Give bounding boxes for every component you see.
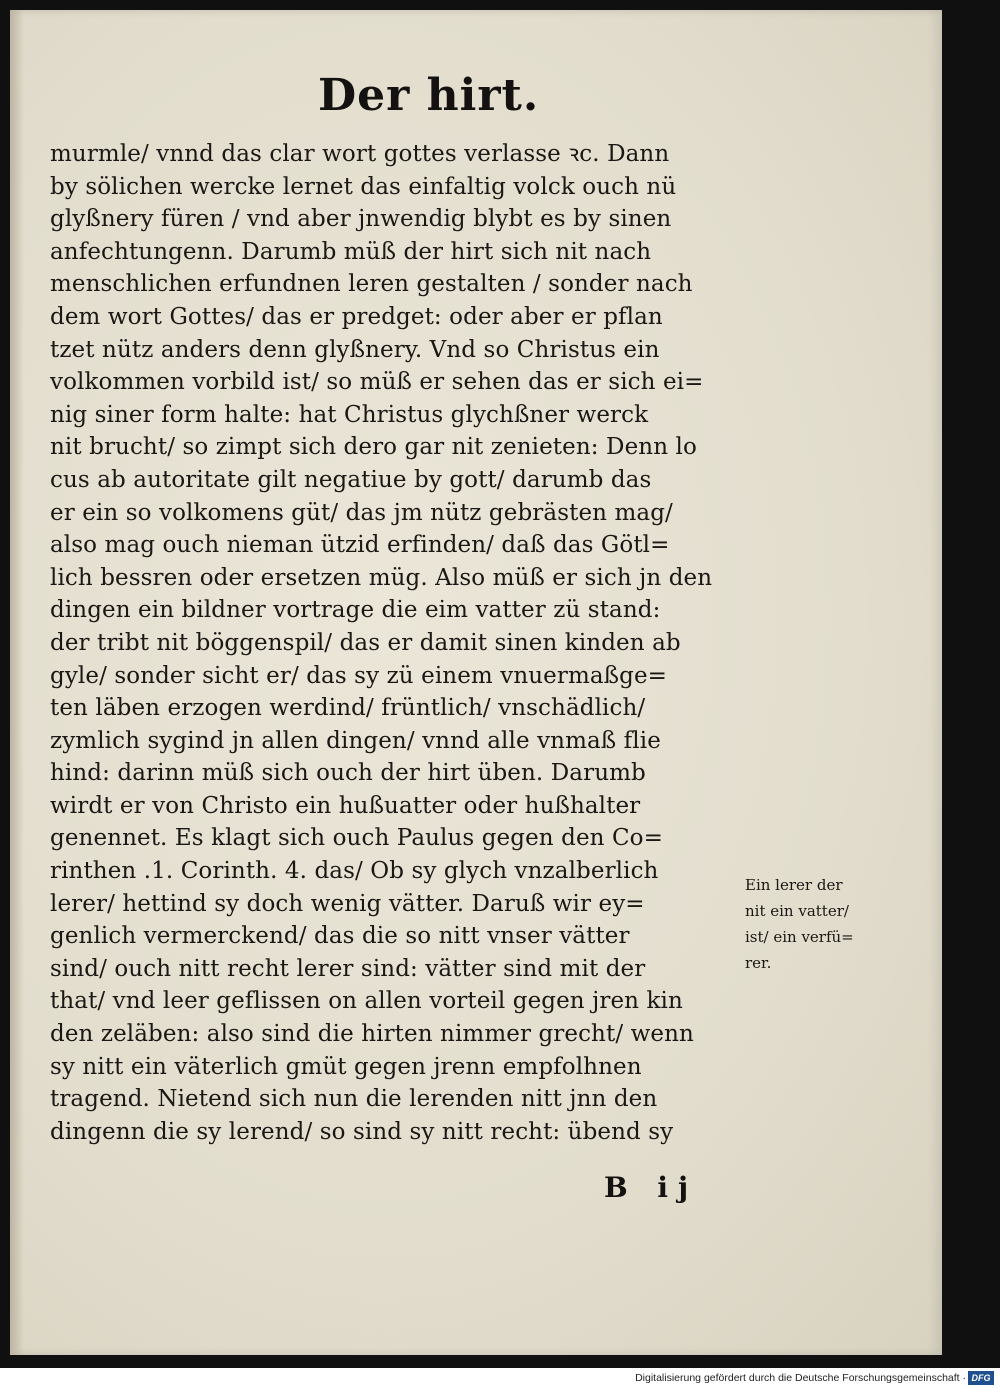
text-line: gyle/ sonder sicht er/ das sy zü einem vnuermaßge=	[50, 662, 668, 689]
margin-note-line: Ein lerer der	[745, 876, 843, 894]
corner-mark	[24, 4, 64, 14]
text-line: anfechtungenn. Darumb müß der hirt sich nit nach	[50, 238, 652, 265]
text-line: rinthen .1. Corinth. 4. das/ Ob sy glych vnzalberlich	[50, 858, 659, 885]
text-line: dingenn die sy lerend/ so sind sy nitt recht: übend sy	[50, 1118, 674, 1145]
text-line: hind: darinn müß sich ouch der hirt üben. Darumb	[50, 760, 646, 787]
text-line: lich bessren oder ersetzen müg. Also müß er sich jn den	[50, 564, 713, 591]
page-gutter-shadow	[10, 10, 24, 1355]
signature-mark: B ij	[604, 1171, 699, 1204]
text-line: murmle/ vnnd das clar wort gottes verlasse ꝛc. Dann	[50, 141, 670, 167]
footer-credit: Digitalisierung gefördert durch die Deutsche Forschungsgemeinschaft ·	[635, 1372, 966, 1384]
text-line: nit brucht/ so zimpt sich dero gar nit zenieten: Denn lo	[50, 434, 697, 461]
main-text-block	[50, 138, 750, 1148]
margin-note-line: ist/ ein verfü=	[745, 928, 854, 946]
text-line: sy nitt ein väterlich gmüt gegen jrenn empfolhnen	[50, 1053, 642, 1080]
text-line: volkommen vorbild ist/ so müß er sehen das er sich ei=	[50, 369, 704, 396]
margin-note-line: nit ein vatter/	[745, 902, 849, 920]
text-line: dingen ein bildner vortrage die eim vatter zü stand:	[50, 597, 661, 624]
text-line: cus ab autoritate gilt negatiue by gott/ darumb das	[50, 466, 652, 493]
text-line: der tribt nit böggenspil/ das er damit sinen kinden ab	[50, 629, 681, 656]
text-line: den zeläben: also sind die hirten nimmer grecht/ wenn	[50, 1021, 694, 1048]
text-line: genennet. Es klagt sich ouch Paulus gegen den Co=	[50, 825, 663, 852]
text-line: nig siner form halte: hat Christus glychßner werck	[50, 401, 649, 428]
text-line: that/ vnd leer geflissen on allen vorteil gegen jren kin	[50, 988, 683, 1015]
text-line: lerer/ hettind sy doch wenig vätter. Daruß wir ey=	[50, 890, 645, 917]
margin-note-line: rer.	[745, 954, 772, 972]
text-line: er ein so volkomens güt/ das jm nütz gebrästen mag/	[50, 499, 673, 526]
margin-note	[745, 872, 915, 976]
text-line: wirdt er von Christo ein hußuatter oder hußhalter	[50, 792, 641, 819]
text-line: genlich vermerckend/ das die so nitt vnser vätter	[50, 923, 630, 950]
dfg-logo-icon: DFG	[968, 1371, 994, 1385]
text-line: also mag ouch nieman ützid erfinden/ daß das Götl=	[50, 532, 670, 559]
text-line: menschlichen erfundnen leren gestalten / sonder nach	[50, 271, 693, 298]
text-line: ten läben erzogen werdind/ früntlich/ vnschädlich/	[50, 695, 646, 722]
page-title: Der hirt.	[318, 70, 540, 121]
text-line: dem wort Gottes/ das er predget: oder aber er pflan	[50, 303, 663, 330]
text-line: tragend. Nietend sich nun die lerenden nitt jnn den	[50, 1086, 658, 1113]
text-line: zymlich sygind jn allen dingen/ vnnd alle vnmaß flie	[50, 727, 661, 754]
text-line: by sölichen wercke lernet das einfaltig volck ouch nü	[50, 173, 677, 200]
text-line: tzet nütz anders denn glyßnery. Vnd so Christus ein	[50, 336, 660, 363]
text-line: glyßnery füren / vnd aber jnwendig blybt es by sinen	[50, 206, 672, 233]
text-line: sind/ ouch nitt recht lerer sind: vätter sind mit der	[50, 955, 646, 982]
